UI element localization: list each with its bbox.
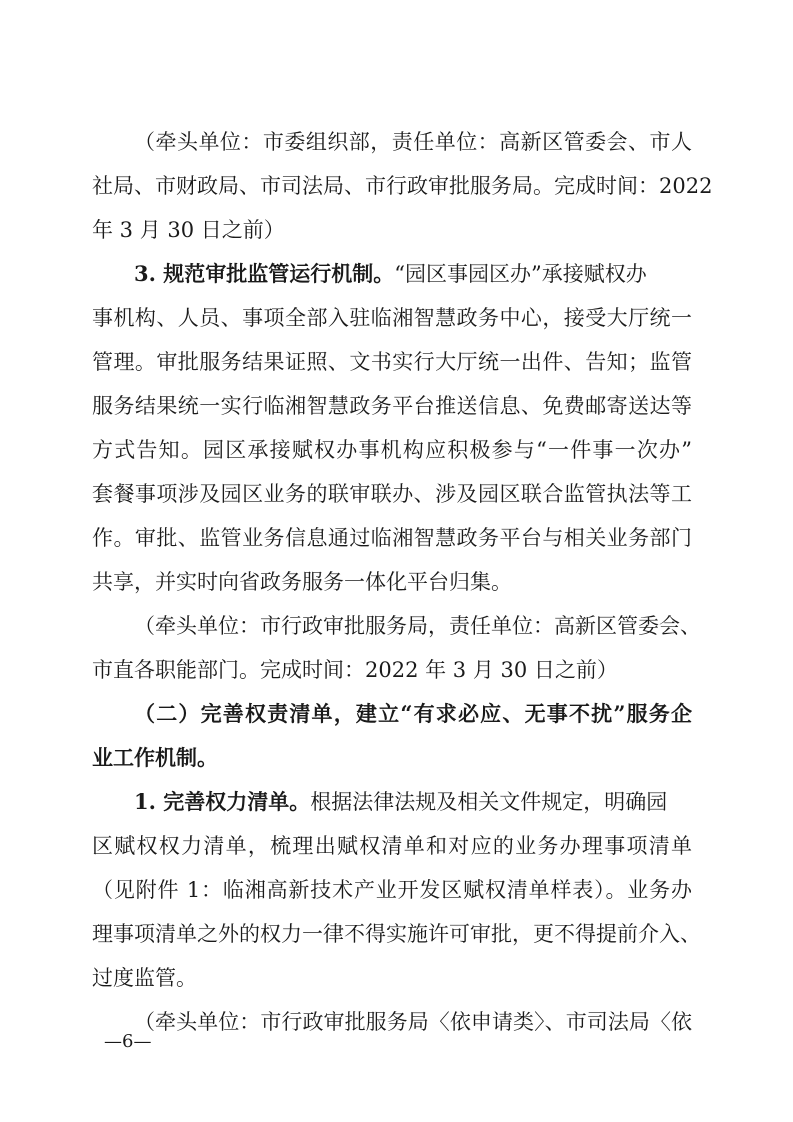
section2-line-2: 业工作机制。 xyxy=(92,745,218,770)
page-number: —6— xyxy=(104,1031,152,1052)
item1-line-3: （见附件 1：临湘高新技术产业开发区赋权清单样表）。业务办 xyxy=(92,878,692,902)
item3-line-1 xyxy=(134,260,692,288)
para1-line-2: 社局、市财政局、市司法局、市行政审批服务局。完成时间：2022 xyxy=(92,174,713,198)
item3-line-6: 套餐事项涉及园区业务的联审联办、涉及园区联合监管执法等工 xyxy=(92,482,692,506)
item3-line-2: 事机构、人员、事项全部入驻临湘智慧政务中心，接受大厅统一 xyxy=(92,306,692,330)
para1-line-3: 年 3 月 30 日之前） xyxy=(92,218,285,242)
item3-line-1-text: “园区事园区办”承接赋权办 xyxy=(394,262,647,286)
item1-line-1 xyxy=(134,788,692,816)
item1-line-4: 理事项清单之外的权力一律不得实施许可审批，更不得提前介入、 xyxy=(92,922,701,946)
para3-line-1: （牵头单位：市行政审批服务局〈依申请类〉、市司法局〈依 xyxy=(134,1010,692,1034)
item1-line-1-text: 根据法律法规及相关文件规定，明确园 xyxy=(310,790,668,814)
item1-line-5: 过度监管。 xyxy=(92,966,197,990)
item3-line-8: 共享，并实时向省政务服务一体化平台归集。 xyxy=(92,570,512,594)
item3-line-5: 方式告知。园区承接赋权办事机构应积极参与“一件事一次办” xyxy=(92,438,692,462)
section2-line-1: （二）完善权责清单，建立“有求必应、无事不扰”服务企 xyxy=(134,701,692,726)
item3-heading: 3. 规范审批监管运行机制。 xyxy=(134,261,395,286)
para2-line-2: 市直各职能部门。完成时间：2022 年 3 月 30 日之前） xyxy=(92,658,618,682)
item3-line-4: 服务结果统一实行临湘智慧政务平台推送信息、免费邮寄送达等 xyxy=(92,394,692,418)
item1-line-2: 区赋权权力清单，梳理出赋权清单和对应的业务办理事项清单 xyxy=(92,834,692,858)
item3-line-3: 管理。审批服务结果证照、文书实行大厅统一出件、告知；监管 xyxy=(92,350,692,374)
para1-line-1: （牵头单位：市委组织部，责任单位：高新区管委会、市人 xyxy=(134,130,692,154)
para2-line-1: （牵头单位：市行政审批服务局，责任单位：高新区管委会、 xyxy=(134,614,701,638)
item3-line-7: 作。审批、监管业务信息通过临湘智慧政务平台与相关业务部门 xyxy=(92,526,692,550)
item1-heading: 1. 完善权力清单。 xyxy=(134,789,311,814)
